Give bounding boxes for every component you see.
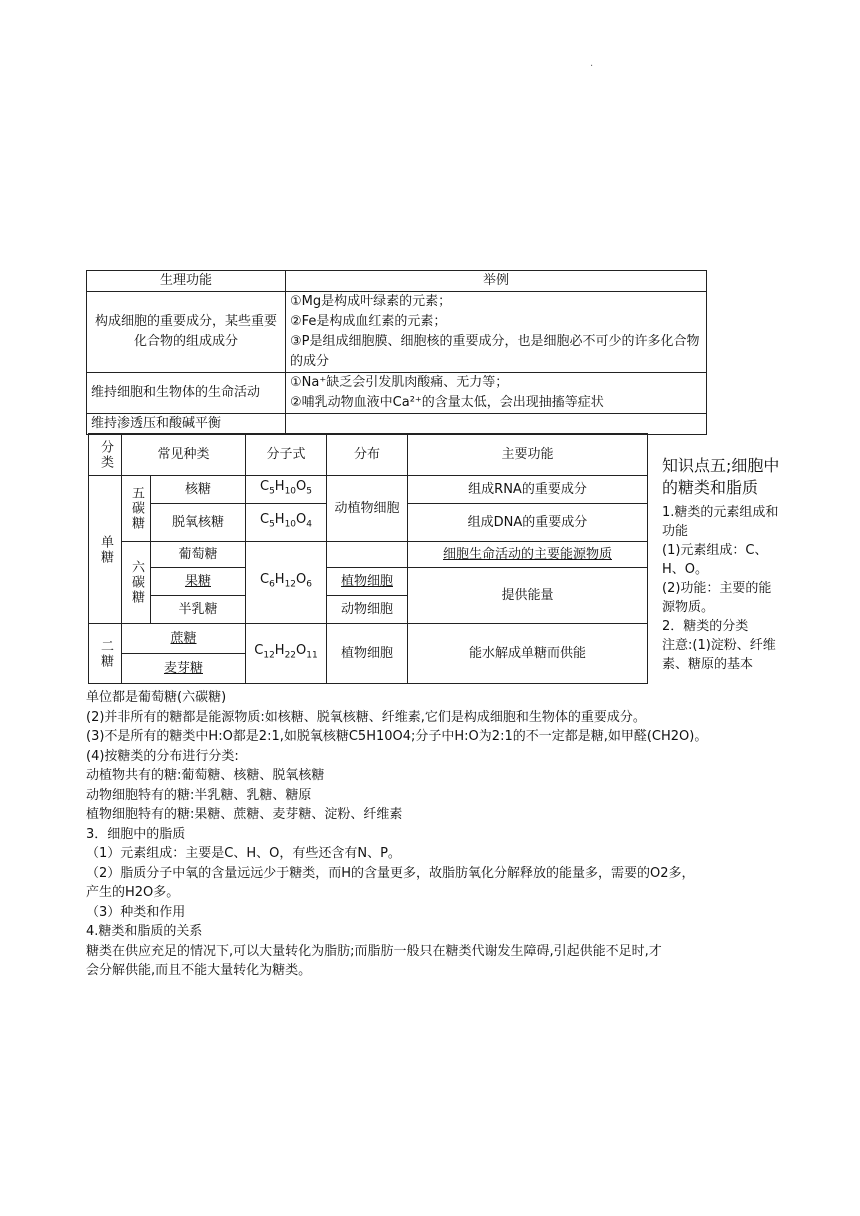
- function-energy: 提供能量: [408, 568, 648, 624]
- section-heading: 知识点五;细胞中的糖类和脂质: [662, 456, 780, 497]
- table1-header-function: 生理功能: [87, 271, 286, 292]
- body-line: 4.糖类和脂质的关系: [86, 924, 203, 939]
- table1-func-1: 构成细胞的重要成分，某些重要化合物的组成成分: [87, 292, 286, 373]
- body-line: 产生的H2O多。: [86, 885, 180, 900]
- table2-header-formula: 分子式: [246, 434, 327, 476]
- sugar-glucose: 葡萄糖: [151, 542, 246, 568]
- function-ribose: 组成RNA的重要成分: [408, 476, 648, 504]
- body-text: [86, 688, 786, 981]
- table1-func-2: 维持细胞和生物体的生命活动: [87, 373, 286, 414]
- distribution-glucose: [327, 542, 408, 568]
- body-line: 会分解供能,而且不能大量转化为糖类。: [86, 963, 312, 978]
- side-line-5: 注意:(1)淀粉、纤维素、糖原的基本: [662, 638, 776, 672]
- body-line: (4)按糖类的分布进行分类:: [86, 748, 239, 764]
- table1-example-1-2: ②Fe是构成血红素的元素；: [290, 314, 447, 329]
- sugar-fructose: 果糖: [151, 568, 246, 596]
- sugar-galactose: 半乳糖: [151, 596, 246, 624]
- side-line-3: (2)功能：主要的能源物质。: [662, 581, 772, 615]
- side-notes: [662, 455, 784, 674]
- formula-deoxyribose: $C_5H_{10}O_4$: [246, 504, 327, 542]
- distribution-animal: 动物细胞: [327, 596, 408, 624]
- table1-examples-2: [286, 373, 707, 414]
- body-line: 动植物共有的糖:葡萄糖、核糖、脱氧核糖: [86, 768, 325, 783]
- table1-example-2-2: ②哺乳动物血液中Ca²⁺的含量太低，会出现抽搐等症状: [290, 395, 604, 410]
- sub-hexose: 六碳糖: [122, 542, 151, 624]
- table2-header-function: 主要功能: [408, 434, 648, 476]
- sugar-maltose: 麦芽糖: [122, 654, 246, 684]
- table1-examples-1: [286, 292, 707, 373]
- table1-func-3: 维持渗透压和酸碱平衡: [87, 414, 286, 435]
- body-line: 糖类在供应充足的情况下,可以大量转化为脂肪;而脂肪一般只在糖类代谢发生障碍,引起供能不足时,才: [86, 943, 662, 959]
- table1-examples-3: [286, 414, 707, 435]
- body-line: 3．细胞中的脂质: [86, 826, 186, 842]
- sub-pentose: 五碳糖: [122, 476, 151, 542]
- body-line: (2)并非所有的糖都是能源物质:如核糖、脱氧核糖、纤维素,它们是构成细胞和生物体的重要成分。: [86, 709, 646, 725]
- sugar-sucrose: 蔗糖: [122, 624, 246, 654]
- table2-header-class: 分类: [89, 434, 122, 476]
- table2-header-distribution: 分布: [327, 434, 408, 476]
- distribution-plant-2: 植物细胞: [327, 624, 408, 684]
- function-disaccharide: 能水解成单糖而供能: [408, 624, 648, 684]
- table1-example-1-1: ①Mg是构成叶绿素的元素；: [290, 294, 452, 309]
- body-line: (3)不是所有的糖类中H:O都是2:1,如脱氧核糖C5H10O4;分子中H:O为2:1的不一定都是糖,如甲醛(CH2O)。: [86, 729, 708, 744]
- table1-example-1-3: ③P是组成细胞膜、细胞核的重要成分，也是细胞必不可少的许多化合物的成分: [290, 334, 700, 369]
- formula-disaccharide: $C_{12}H_{22}O_{11}$: [246, 624, 327, 684]
- formula-ribose: $C_5H_{10}O_5$: [246, 476, 327, 504]
- side-line-1: 1.糖类的元素组成和功能: [662, 505, 779, 539]
- sugar-classification-table: [88, 433, 648, 684]
- body-line: （3）种类和作用: [86, 904, 186, 920]
- table1-header-example: 举例: [286, 271, 707, 292]
- mineral-function-table: [86, 270, 707, 435]
- body-line: 单位都是葡萄糖(六碳糖): [86, 690, 227, 705]
- side-line-2: (1)元素组成：C、H、O。: [662, 543, 768, 577]
- distribution-plant: 植物细胞: [327, 568, 408, 596]
- distribution-animal-plant: 动植物细胞: [327, 476, 408, 542]
- sugar-ribose: 核糖: [151, 476, 246, 504]
- group-monosaccharide: 单糖: [89, 476, 122, 624]
- function-glucose: 细胞生命活动的主要能源物质: [408, 542, 648, 568]
- table2-header-kind: 常见种类: [122, 434, 246, 476]
- body-line: 植物细胞特有的糖:果糖、蔗糖、麦芽糖、淀粉、纤维素: [86, 807, 403, 822]
- sugar-deoxyribose: 脱氧核糖: [151, 504, 246, 542]
- function-deoxyribose: 组成DNA的重要成分: [408, 504, 648, 542]
- body-line: （2）脂质分子中氧的含量远远少于糖类，而H的含量更多，故脂肪氧化分解释放的能量多，需要的O2多，: [86, 865, 695, 881]
- side-line-4: 2．糖类的分类: [662, 619, 749, 634]
- body-line: 动物细胞特有的糖:半乳糖、乳糖、糖原: [86, 787, 312, 803]
- formula-hexose: $C_6H_{12}O_6$: [246, 542, 327, 624]
- header-dot: .: [590, 58, 594, 69]
- table1-example-2-1: ①Na⁺缺乏会引发肌肉酸痛、无力等；: [290, 375, 509, 390]
- group-disaccharide: 二糖: [89, 624, 122, 684]
- body-line: （1）元素组成：主要是C、H、O，有些还含有N、P。: [86, 846, 401, 861]
